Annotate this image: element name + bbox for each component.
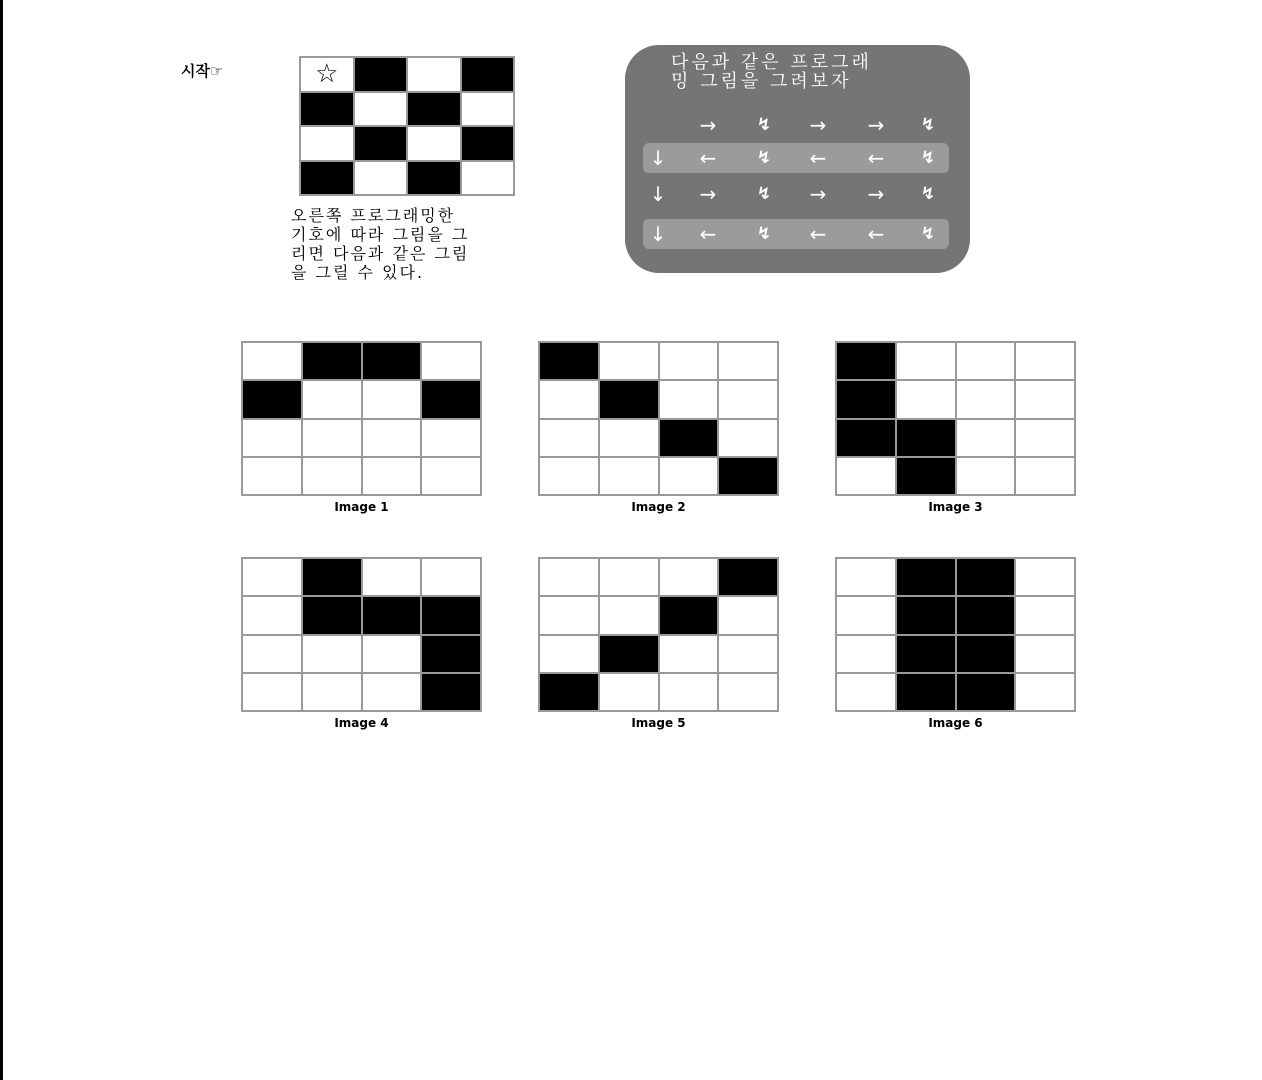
option-cell [957,381,1015,417]
option-cell [957,420,1015,456]
option-cell [363,343,421,379]
option-cell [422,343,480,379]
option-cell [957,458,1015,494]
option-cell [660,597,718,633]
option-cell [660,343,718,379]
option-cell [363,597,421,633]
option-caption: Image 3 [928,500,983,514]
option-cell [1016,674,1074,710]
option-cell [422,559,480,595]
example-cell [408,127,460,160]
option-cell [897,674,955,710]
option-cell [837,420,895,456]
option-caption: Image 2 [631,500,686,514]
option-cell [837,343,895,379]
option-cell [1016,458,1074,494]
empty-slot [643,110,673,140]
option-cell [422,381,480,417]
left-arrow-icon: ← [867,146,885,170]
option-cell [837,597,895,633]
right-arrow-icon: → [699,113,717,137]
option-cell [719,559,777,595]
option-cell [1016,597,1074,633]
option-cell [660,559,718,595]
down-arrow-icon: ↓ [649,182,667,206]
option-cell [1016,381,1074,417]
option-cell [897,636,955,672]
option-cell [422,597,480,633]
example-cell [462,93,514,126]
start-label: 시작☞ [181,62,224,80]
example-cell [301,127,353,160]
example-cell [301,162,353,195]
example-cell [355,127,407,160]
option-cell [303,458,361,494]
option-cell [422,458,480,494]
left-arrow-icon: ← [699,146,717,170]
option-cell [243,674,301,710]
program-row [643,110,949,140]
option-cell [897,420,955,456]
option-cell [600,559,658,595]
option-cell [957,559,1015,595]
option-cell [540,420,598,456]
example-cell [462,162,514,195]
option-grid-1[interactable] [241,341,482,496]
option-cell [1016,559,1074,595]
option-cell [897,381,955,417]
option-cell [1016,420,1074,456]
option-cell [243,381,301,417]
option-cell [303,559,361,595]
example-cell [462,127,514,160]
option-cell [660,674,718,710]
example-cell [355,162,407,195]
option-cell [243,636,301,672]
option-cell [363,381,421,417]
example-cell [301,58,353,91]
option-grid-4[interactable] [241,557,482,712]
program-row [643,143,949,173]
option-cell [837,674,895,710]
option-cell [837,381,895,417]
star-icon: ☆ [315,59,339,90]
description-text: 오른쪽 프로그래밍한 기호에 따라 그림을 그 리면 다음과 같은 그림 을 그릴 수 있다. [291,206,470,282]
zigzag-arrow-icon: ↯ [920,224,936,244]
left-arrow-icon: ← [809,146,827,170]
option-cell [600,674,658,710]
right-arrow-icon: → [809,113,827,137]
zigzag-arrow-icon: ↯ [756,224,772,244]
option-cell [303,381,361,417]
option-cell [719,458,777,494]
option-cell [303,636,361,672]
option-caption: Image 4 [334,716,389,730]
option-cell [422,420,480,456]
option-cell [837,559,895,595]
option-grid-6[interactable] [835,557,1076,712]
option-cell [540,674,598,710]
option-cell [363,674,421,710]
right-arrow-icon: → [699,182,717,206]
option-cell [719,636,777,672]
option-cell [600,458,658,494]
example-cell [355,58,407,91]
option-cell [957,597,1015,633]
option-cell [660,420,718,456]
right-arrow-icon: → [867,182,885,206]
option-cell [363,559,421,595]
option-cell [540,343,598,379]
option-cell [363,420,421,456]
zigzag-arrow-icon: ↯ [756,148,772,168]
option-cell [303,343,361,379]
option-cell [243,458,301,494]
option-cell [600,420,658,456]
option-cell [540,636,598,672]
example-cell [408,93,460,126]
option-cell [243,420,301,456]
zigzag-arrow-icon: ↯ [756,184,772,204]
option-cell [1016,343,1074,379]
option-cell [363,636,421,672]
option-cell [660,381,718,417]
option-cell [540,597,598,633]
option-cell [719,674,777,710]
option-cell [303,420,361,456]
zigzag-arrow-icon: ↯ [756,115,772,135]
option-cell [600,343,658,379]
option-cell [600,597,658,633]
left-arrow-icon: ← [699,222,717,246]
option-cell [422,674,480,710]
example-cell [355,93,407,126]
option-cell [1016,636,1074,672]
option-grid-5[interactable] [538,557,779,712]
option-cell [660,636,718,672]
option-cell [363,458,421,494]
option-cell [600,381,658,417]
program-panel [625,45,970,273]
right-arrow-icon: → [867,113,885,137]
option-cell [897,559,955,595]
option-cell [660,458,718,494]
option-cell [719,381,777,417]
option-cell [897,343,955,379]
option-cell [719,343,777,379]
option-cell [422,636,480,672]
option-caption: Image 6 [928,716,983,730]
option-grid-2[interactable] [538,341,779,496]
option-cell [897,458,955,494]
example-cell [462,58,514,91]
option-cell [719,597,777,633]
option-cell [837,458,895,494]
option-cell [243,343,301,379]
example-pattern-grid [299,56,515,196]
zigzag-arrow-icon: ↯ [920,115,936,135]
option-cell [243,559,301,595]
option-cell [540,381,598,417]
example-cell [408,58,460,91]
option-caption: Image 1 [334,500,389,514]
option-cell [540,458,598,494]
option-cell [837,636,895,672]
down-arrow-icon: ↓ [649,146,667,170]
down-arrow-icon: ↓ [649,222,667,246]
option-cell [540,559,598,595]
option-cell [957,674,1015,710]
option-cell [243,597,301,633]
option-grid-3[interactable] [835,341,1076,496]
example-cell [408,162,460,195]
option-cell [897,597,955,633]
option-cell [957,343,1015,379]
option-cell [600,636,658,672]
right-arrow-icon: → [809,182,827,206]
option-cell [719,420,777,456]
zigzag-arrow-icon: ↯ [920,184,936,204]
program-row [643,219,949,249]
option-cell [957,636,1015,672]
option-caption: Image 5 [631,716,686,730]
zigzag-arrow-icon: ↯ [920,148,936,168]
option-cell [303,597,361,633]
example-cell [301,93,353,126]
option-cell [303,674,361,710]
program-title: 다음과 같은 프로그래 밍 그림을 그려보자 [671,52,872,92]
left-arrow-icon: ← [809,222,827,246]
left-arrow-icon: ← [867,222,885,246]
program-row [643,179,949,209]
